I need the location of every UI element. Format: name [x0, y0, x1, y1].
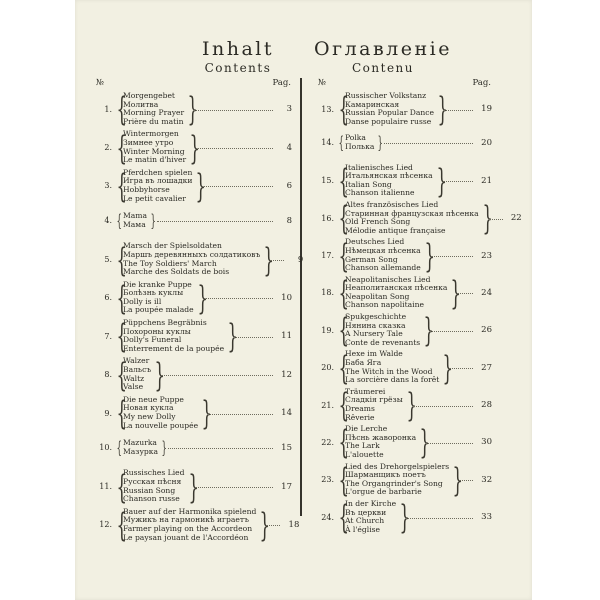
entry-title-line: Hexe im Walde: [345, 349, 403, 359]
entry-title-line: Danse populaire russe: [345, 116, 432, 126]
toc-entry: 22. { Die Lerche Пѣснь жаворонка The Lark L'alouette } 30: [317, 425, 492, 459]
entry-page-number: 22: [510, 213, 522, 224]
entry-page-number: 14: [281, 408, 292, 418]
entry-title-line: Вальсъ: [123, 365, 152, 375]
toc-entry: 23. { Lied des Drehorgelspielers Шарманщикъ поетъ The Organgrinder's Song L'orgue de barbarie } 32: [317, 463, 492, 497]
entry-title-line: Deutsches Lied: [345, 237, 405, 247]
entry-page-number: 12: [281, 369, 292, 380]
entry-title-line: Нѣмецкая пѣсенка: [345, 245, 421, 255]
entry-number: 13.: [321, 104, 334, 114]
entry-title-line: Winter Morning: [123, 146, 185, 156]
entry-title-line: Enterrement de la poupée: [123, 343, 225, 353]
entry-page-number: 26: [481, 325, 492, 336]
dotted-leader: [161, 375, 273, 376]
dotted-leader: [202, 186, 273, 187]
toc-entry: 3. { Pferdchen spielen Игра въ лошадки Hobbyhorse Le petit cavalier } 6: [95, 169, 292, 203]
dotted-leader: [457, 293, 473, 294]
entry-number: 21.: [321, 400, 334, 410]
right-column-header: [314, 38, 452, 76]
entry-title-line: La nouvelle poupée: [123, 420, 199, 430]
entry-titles: [343, 500, 398, 534]
entry-title-line: Камаринская: [345, 99, 400, 109]
entry-title-line: Въ церкви: [345, 507, 387, 517]
entry-title-line: At Church: [345, 516, 385, 526]
entry-title-line: The Toy Soldiers' March: [123, 258, 217, 268]
entry-title-line: Mazurka: [123, 438, 157, 448]
page-column-label: Pag.: [472, 78, 491, 88]
toc-entry: 20. { Hexe im Walde Баба Яга The Witch in the Wood La sorcière dans la forêt } 27: [317, 350, 492, 384]
entry-title-line: The Witch in the Wood: [345, 366, 433, 376]
entry-title-line: Rêverie: [345, 412, 375, 422]
dotted-leader: [168, 448, 273, 449]
entry-page-number: 3: [286, 104, 292, 115]
entry-page-number: 30: [481, 437, 492, 448]
entry-titles: [343, 92, 436, 126]
entry-title-line: Neapolitan Song: [345, 291, 410, 301]
entry-title-line: Lied des Drehorgelspielers: [345, 461, 450, 471]
toc-entry: 21. { Träumerei Сладкія грёзы Dreams Rêverie } 28: [317, 388, 492, 422]
entry-title-line: Italienisches Lied: [345, 162, 413, 172]
entry-page-number: 23: [481, 250, 492, 261]
entry-title-line: Баба Яга: [345, 358, 382, 368]
entry-title-line: Träumerei: [345, 386, 386, 396]
entry-titles: [121, 396, 200, 430]
entry-title-line: Mama: [123, 211, 148, 221]
entry-titles: [343, 388, 405, 422]
entry-titles: [121, 242, 262, 276]
toc-entry: 10. { Mazurka Мазурка } 15: [95, 439, 292, 456]
dotted-leader: [384, 143, 473, 144]
toc-column-right: [317, 78, 522, 537]
toc-entry: 8. { Walzer Вальсъ Waltz Valse } 12: [95, 357, 292, 391]
entry-title-line: Russischer Volkstanz: [345, 91, 427, 100]
entry-title-line: A Nursery Tale: [345, 329, 403, 339]
dotted-leader: [204, 298, 273, 299]
entry-title-line: Mélodie antique française: [345, 225, 446, 235]
entry-title-line: Маршъ деревянныхъ солдатиковъ: [123, 249, 261, 259]
entry-number: 8.: [104, 370, 112, 380]
toc-entry: 4. { Mama Мама } 8: [95, 212, 292, 229]
entry-title-line: Polka: [345, 133, 366, 143]
toc-entry: 5. { Marsch der Spielsoldaten Маршъ деревянныхъ солдатиковъ The Toy Soldiers' March Marche des Soldats de bois } 9: [95, 242, 292, 276]
entry-title-line: Le paysan jouant de l'Accordéon: [123, 532, 249, 542]
entry-title-line: Russian Song: [123, 485, 176, 495]
entry-titles: [121, 281, 196, 315]
entry-number: 3.: [104, 181, 112, 191]
entry-number: 24.: [321, 512, 334, 522]
toc-entry: 13. { Russischer Volkstanz Камаринская Russian Popular Dance Danse populaire russe } 19: [317, 92, 492, 126]
column-labels-right: [317, 78, 492, 88]
entry-number: 9.: [104, 408, 112, 418]
entry-title-line: Болѣзнь куклы: [123, 288, 184, 298]
dotted-leader: [443, 181, 473, 182]
toc-entry: 6. { Die kranke Puppe Болѣзнь куклы Dolly is ill La poupée malade } 10: [95, 281, 292, 315]
entry-page-number: 17: [281, 481, 292, 492]
entry-title-line: La sorcière dans la forêt: [345, 375, 440, 385]
entry-title-line: Зимнее утро: [123, 137, 174, 147]
left-header-title: Inhalt: [201, 38, 275, 60]
entry-number: 11.: [99, 482, 112, 492]
entry-title-line: Farmer playing on the Accordeon: [123, 523, 253, 533]
entry-number: 7.: [104, 331, 112, 341]
entry-title-line: Русская пѣсня: [123, 476, 182, 486]
toc-entry: 11. { Russisches Lied Русская пѣсня Russian Song Chanson russe } 17: [95, 469, 292, 503]
entry-titles: [121, 439, 160, 456]
dotted-leader: [196, 148, 273, 149]
right-header-subtitle: Contenu: [351, 61, 414, 75]
entry-title-line: Мужикъ на гармоникѣ играетъ: [123, 515, 249, 525]
toc-entry: 18. { Neapolitanisches Lied Неаполитанская пѣсенка Neapolitan Song Chanson napolitaine } 24: [317, 276, 492, 310]
entry-page-number: 4: [286, 142, 292, 153]
entry-titles: [121, 508, 258, 542]
entry-titles: [343, 238, 423, 272]
entry-title-line: Игра въ лошадки: [123, 176, 193, 186]
entry-title-line: Püppchens Begräbnis: [123, 318, 207, 328]
toc-entry: 17. { Deutsches Lied Нѣмецкая пѣсенка German Song Chanson allemande } 23: [317, 238, 492, 272]
dotted-leader: [459, 480, 473, 481]
toc-entry: 9. { Die neue Puppe Новая кукла My new Dolly La nouvelle poupée } 14: [95, 396, 292, 430]
entry-number: 4.: [104, 216, 112, 226]
toc-entry: 24. { In der Kirche Въ церкви At Church À l'église } 33: [317, 500, 492, 534]
entry-title-line: Chanson napolitaine: [345, 300, 424, 310]
entry-title-line: Сладкія грёзы: [345, 395, 403, 405]
entry-page-number: 32: [481, 474, 493, 485]
dotted-leader: [270, 260, 284, 261]
entry-number: 22.: [321, 437, 334, 447]
entry-title-line: Chanson italienne: [345, 188, 415, 198]
entry-page-number: 28: [481, 400, 492, 410]
entry-title-line: Нянина сказка: [345, 320, 406, 330]
entry-number: 19.: [321, 325, 334, 335]
entry-title-line: Dolly's Funeral: [123, 335, 182, 345]
entry-title-line: In der Kirche: [345, 498, 397, 508]
entry-title-line: Walzer: [123, 356, 150, 366]
entry-titles: [343, 350, 441, 384]
entry-page-number: 15: [281, 442, 292, 453]
entry-title-line: Prière du matin: [123, 116, 184, 126]
entry-title-line: Неаполитанская пѣсенка: [345, 283, 448, 293]
dotted-leader: [430, 331, 473, 332]
dotted-leader: [444, 110, 473, 111]
entry-title-line: Hobbyhorse: [123, 184, 170, 194]
entry-number: 18.: [321, 288, 334, 298]
entry-titles: [343, 201, 481, 235]
entry-title-line: Die neue Puppe: [123, 394, 184, 404]
toc-entry: 2. { Wintermorgen Зимнее утро Winter Morning Le matin d'hiver } 4: [95, 130, 292, 164]
entry-number: 17.: [321, 251, 334, 260]
entry-title-line: Dolly is ill: [123, 296, 162, 306]
entry-titles: [343, 164, 435, 198]
entry-titles: [121, 319, 226, 353]
toc-entry: 14. { Polka Полька } 20: [317, 134, 492, 151]
entry-title-line: Morgengebet: [123, 91, 175, 100]
entry-title-line: Новая кукла: [123, 403, 174, 413]
entry-titles: [121, 469, 187, 503]
left-column-header: [202, 38, 274, 76]
entry-title-line: Le matin d'hiver: [123, 155, 187, 165]
dotted-leader: [157, 221, 273, 222]
dotted-leader: [406, 518, 473, 519]
entry-title-line: Die kranke Puppe: [123, 279, 192, 289]
entry-number: 5.: [104, 255, 112, 264]
entry-titles: [121, 169, 194, 203]
entry-title-line: Chanson allemande: [345, 263, 421, 273]
entry-titles: [121, 212, 149, 229]
entry-title-line: German Song: [345, 254, 398, 264]
entry-title-line: Bauer auf der Harmonika spielend: [123, 506, 257, 516]
entry-titles: [343, 425, 418, 459]
entry-page-number: 21: [481, 175, 492, 186]
entry-title-line: Dreams: [345, 404, 375, 413]
entry-title-line: Russian Popular Dance: [345, 108, 435, 118]
left-header-subtitle: Contents: [204, 61, 272, 75]
entry-title-line: Pferdchen spielen: [123, 167, 193, 177]
dotted-leader: [489, 219, 503, 220]
entry-title-line: Шарманщикъ поетъ: [345, 470, 426, 480]
entry-title-line: Old French Song: [345, 217, 411, 227]
toc-entry: 19. { Spukgeschichte Нянина сказка A Nursery Tale Conte de revenants } 26: [317, 313, 492, 347]
dotted-leader: [208, 414, 273, 415]
entry-number: 10.: [99, 443, 112, 453]
dotted-leader: [413, 406, 473, 407]
entry-title-line: Мазурка: [123, 446, 159, 456]
entry-number: 1.: [104, 104, 112, 114]
entry-title-line: L'alouette: [345, 449, 384, 459]
toc-column-left: [95, 78, 304, 546]
entry-title-line: Старинная французская пѣсенка: [345, 208, 479, 218]
entry-page-number: 9: [297, 254, 304, 265]
entry-number: 2.: [104, 143, 112, 153]
entry-title-line: My new Dolly: [123, 412, 176, 421]
entry-page-number: 18: [288, 519, 300, 530]
entry-page-number: 24: [481, 287, 492, 298]
entry-title-line: Waltz: [123, 373, 145, 383]
entry-number: 15.: [321, 176, 334, 186]
entry-page-number: 20: [481, 137, 492, 148]
entry-number: 6.: [104, 293, 112, 303]
number-column-label: №: [96, 78, 105, 88]
dotted-leader: [449, 368, 473, 369]
entry-title-line: La poupée malade: [123, 305, 194, 315]
right-header-title: Оглавленіе: [314, 38, 452, 60]
toc-entry: 7. { Püppchens Begräbnis Похороны куклы Dolly's Funeral Enterrement de la poupée } 11: [95, 319, 292, 353]
entry-title-line: L'orgue de barbarie: [345, 487, 422, 497]
entry-page-number: 33: [481, 512, 492, 523]
entry-page-number: 11: [281, 331, 292, 342]
entry-number: 14.: [321, 138, 334, 148]
entry-title-line: Russisches Lied: [123, 468, 185, 478]
entry-title-line: Wintermorgen: [123, 129, 179, 139]
entry-number: 12.: [99, 520, 112, 530]
entry-title-line: Молитва: [123, 99, 159, 109]
entry-title-line: Marche des Soldats de bois: [123, 267, 230, 277]
entry-titles: [343, 313, 422, 347]
entry-title-line: The Organgrinder's Song: [345, 478, 443, 488]
page-column-label: Pag.: [272, 78, 291, 88]
toc-entry: 15. { Italienisches Lied Итальянская пѣсенка Italian Song Chanson italienne } 21: [317, 164, 492, 198]
dotted-leader: [234, 337, 273, 338]
toc-entry: 12. { Bauer auf der Harmonika spielend Мужикъ на гармоникѣ играетъ Farmer playing on the Accordeon Le paysan jouant de l'Accordéon } 18: [95, 508, 292, 542]
dotted-leader: [426, 443, 473, 444]
entry-title-line: Morning Prayer: [123, 108, 185, 118]
entry-title-line: The Lark: [345, 441, 380, 451]
entry-titles: [121, 130, 188, 164]
entry-title-line: Полька: [345, 141, 375, 151]
entry-title-line: Valse: [123, 382, 144, 392]
entry-title-line: Die Lerche: [345, 424, 388, 434]
column-divider-rule: [300, 78, 302, 516]
entry-page-number: 19: [481, 104, 492, 115]
entry-title-line: Пѣснь жаворонка: [345, 432, 417, 442]
entry-title-line: Neapolitanisches Lied: [345, 274, 431, 284]
entry-page-number: 6: [286, 180, 292, 191]
entry-title-line: Altes französisches Lied: [345, 199, 439, 209]
entry-number: 23.: [321, 475, 334, 485]
entry-title-line: Italian Song: [345, 179, 392, 189]
number-column-label: №: [318, 78, 327, 88]
dotted-leader: [266, 525, 280, 526]
entry-titles: [343, 276, 449, 310]
entry-title-line: Похороны куклы: [123, 326, 191, 336]
entry-page-number: 27: [481, 362, 492, 373]
entry-title-line: Мама: [123, 219, 146, 229]
entry-titles: [121, 92, 186, 126]
entry-title-line: À l'église: [345, 524, 381, 534]
entry-title-line: Le petit cavalier: [123, 193, 186, 203]
column-labels-left: [95, 78, 292, 88]
toc-entry: 16. { Altes französisches Lied Старинная французская пѣсенка Old French Song Mélodie antique française } 22: [317, 201, 492, 235]
entry-page-number: 8: [286, 215, 292, 226]
entry-number: 20.: [321, 363, 334, 373]
entry-titles: [343, 134, 376, 151]
dotted-leader: [431, 256, 473, 257]
entry-number: 16.: [321, 213, 334, 223]
entry-title-line: Chanson russe: [123, 494, 180, 504]
entry-title-line: Итальянская пѣсенка: [345, 171, 433, 181]
entry-title-line: Spukgeschichte: [345, 312, 407, 322]
dotted-leader: [194, 110, 273, 111]
dotted-leader: [195, 487, 273, 488]
entry-title-line: Conte de revenants: [345, 337, 421, 347]
scanned-book-page: [75, 0, 532, 600]
entry-page-number: 10: [281, 292, 292, 303]
entry-titles: [343, 463, 451, 497]
toc-entry: 1. { Morgengebet Молитва Morning Prayer Prière du matin } 3: [95, 92, 292, 126]
entry-title-line: Marsch der Spielsoldaten: [123, 241, 222, 251]
